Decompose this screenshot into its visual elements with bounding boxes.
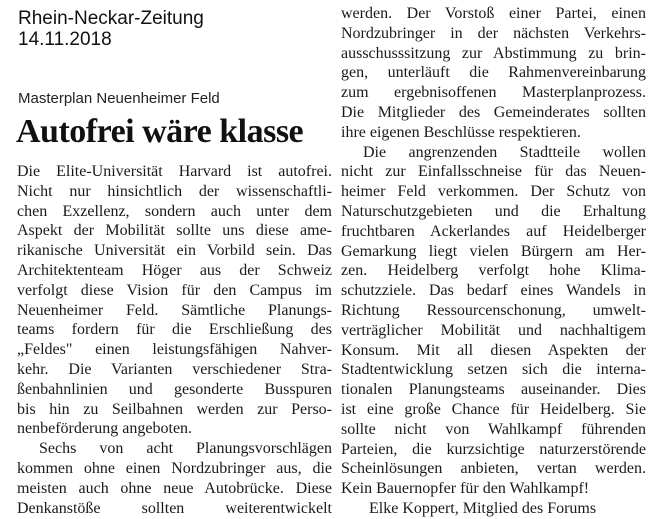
text-line: ist eine große Chance für Heidelberg. Sie: [341, 400, 646, 418]
publication-date: 14.11.2018: [18, 29, 112, 50]
text-line: sollte nicht von Wahlkampf führenden: [341, 420, 646, 438]
text-line: zum ergebnisoffenen Masterplanprozess.: [341, 84, 646, 102]
text-line: fruchtbaren Ackerlandes auf Heidelberger: [341, 222, 646, 240]
text-line: ihre eigenen Beschlüsse respektieren.: [341, 123, 581, 141]
text-line: rikanische Universität ein Vorbild sein. Das: [17, 242, 332, 260]
text-line: Richtung Ressourcenschonung, umwelt-: [341, 301, 646, 319]
text-line: „Feldes" einen leistungsfähigen Nahver-: [17, 341, 332, 359]
text-line: nenbeförderung angeboten.: [17, 420, 193, 438]
text-line: nicht zur Einfallsschneise für das Neuen-: [341, 163, 646, 181]
article-kicker: Masterplan Neuenheimer Feld: [18, 90, 220, 107]
text-line: verfolgt diese Vision für den Campus im: [17, 281, 332, 299]
text-line: verträglicher Mobilität und nachhaltigem: [341, 321, 646, 339]
text-line: gen, unterläuft die Rahmenvereinbarung: [341, 64, 646, 82]
text-line: Nordzubringer in der nächsten Verkehrs-: [341, 24, 646, 42]
text-line: bis hin zu Seilbahnen werden zur Perso-: [17, 400, 332, 418]
text-line: Stadtentwicklung setzen sich die interna-: [341, 361, 646, 379]
text-line: chen Exzellenz, sondern auch unter dem: [17, 202, 332, 220]
article-headline: Autofrei wäre klasse: [16, 113, 304, 150]
text-line: werden. Der Vorstoß einer Partei, einen: [341, 5, 646, 22]
text-line: kehr. Die Varianten verschiedener Stra-: [17, 360, 332, 378]
article-column-left: [17, 162, 332, 518]
text-line: heimer Feld verkommen. Der Schutz von: [341, 183, 646, 201]
source-header: [18, 8, 204, 50]
publication-name: Rhein-Neckar-Zeitung: [18, 8, 204, 29]
text-line: schutzziele. Das bedarf eines Wandels in: [341, 282, 646, 300]
text-line: kommen ohne einen Nordzubringer aus, die: [17, 459, 332, 477]
text-line: Gemarkung liegt vielen Bürgern am Her-: [341, 242, 646, 260]
text-line: Die Elite-Universität Harvard ist autofrei.: [17, 163, 332, 180]
text-line: teams fordern für die Erschließung des: [17, 321, 332, 339]
text-line: Naturschutzgebieten und die Erhaltung: [341, 202, 646, 220]
text-line: Architektenteam Höger aus der Schweiz: [17, 261, 332, 279]
text-line: ßenbahnlinien und gesonderte Busspuren: [17, 380, 332, 398]
text-line: Nicht nur hinsichtlich der wissenschaftli-: [17, 182, 332, 200]
text-line: Konsum. Mit all diesen Aspekten der: [341, 341, 646, 359]
text-line: tionalen Planungsteams auseinander. Dies: [341, 381, 646, 399]
text-line: Die Mitglieder des Gemeinderates sollten: [341, 103, 646, 121]
text-line: Sechs von acht Planungsvorschlägen: [39, 440, 332, 458]
text-line: meisten auch ohne neue Autobrücke. Diese: [17, 479, 332, 497]
text-line: Denkanstöße sollten weiterentwickelt: [17, 499, 332, 517]
text-line: ausschusssitzung zur Abstimmung zu brin-: [341, 44, 646, 62]
text-line: Parteien, die kurzsichtige naturzerstörende: [341, 440, 646, 458]
article-column-right: [341, 4, 646, 519]
author-signature: Elke Koppert, Mitglied des Forums: [369, 499, 597, 517]
text-line: Aspekt der Mobilität sollte uns diese ame-: [17, 222, 332, 240]
text-line: Kein Bauernopfer für den Wahlkampf!: [341, 480, 590, 498]
text-line: Neuenheimer Feld. Sämtliche Planungs-: [17, 301, 332, 319]
text-line: Scheinlösungen anbieten, vertan werden.: [341, 460, 646, 478]
text-line: Die angrenzenden Stadtteile wollen: [363, 143, 646, 161]
text-line: zen. Heidelberg verfolgt hohe Klima-: [341, 262, 646, 280]
